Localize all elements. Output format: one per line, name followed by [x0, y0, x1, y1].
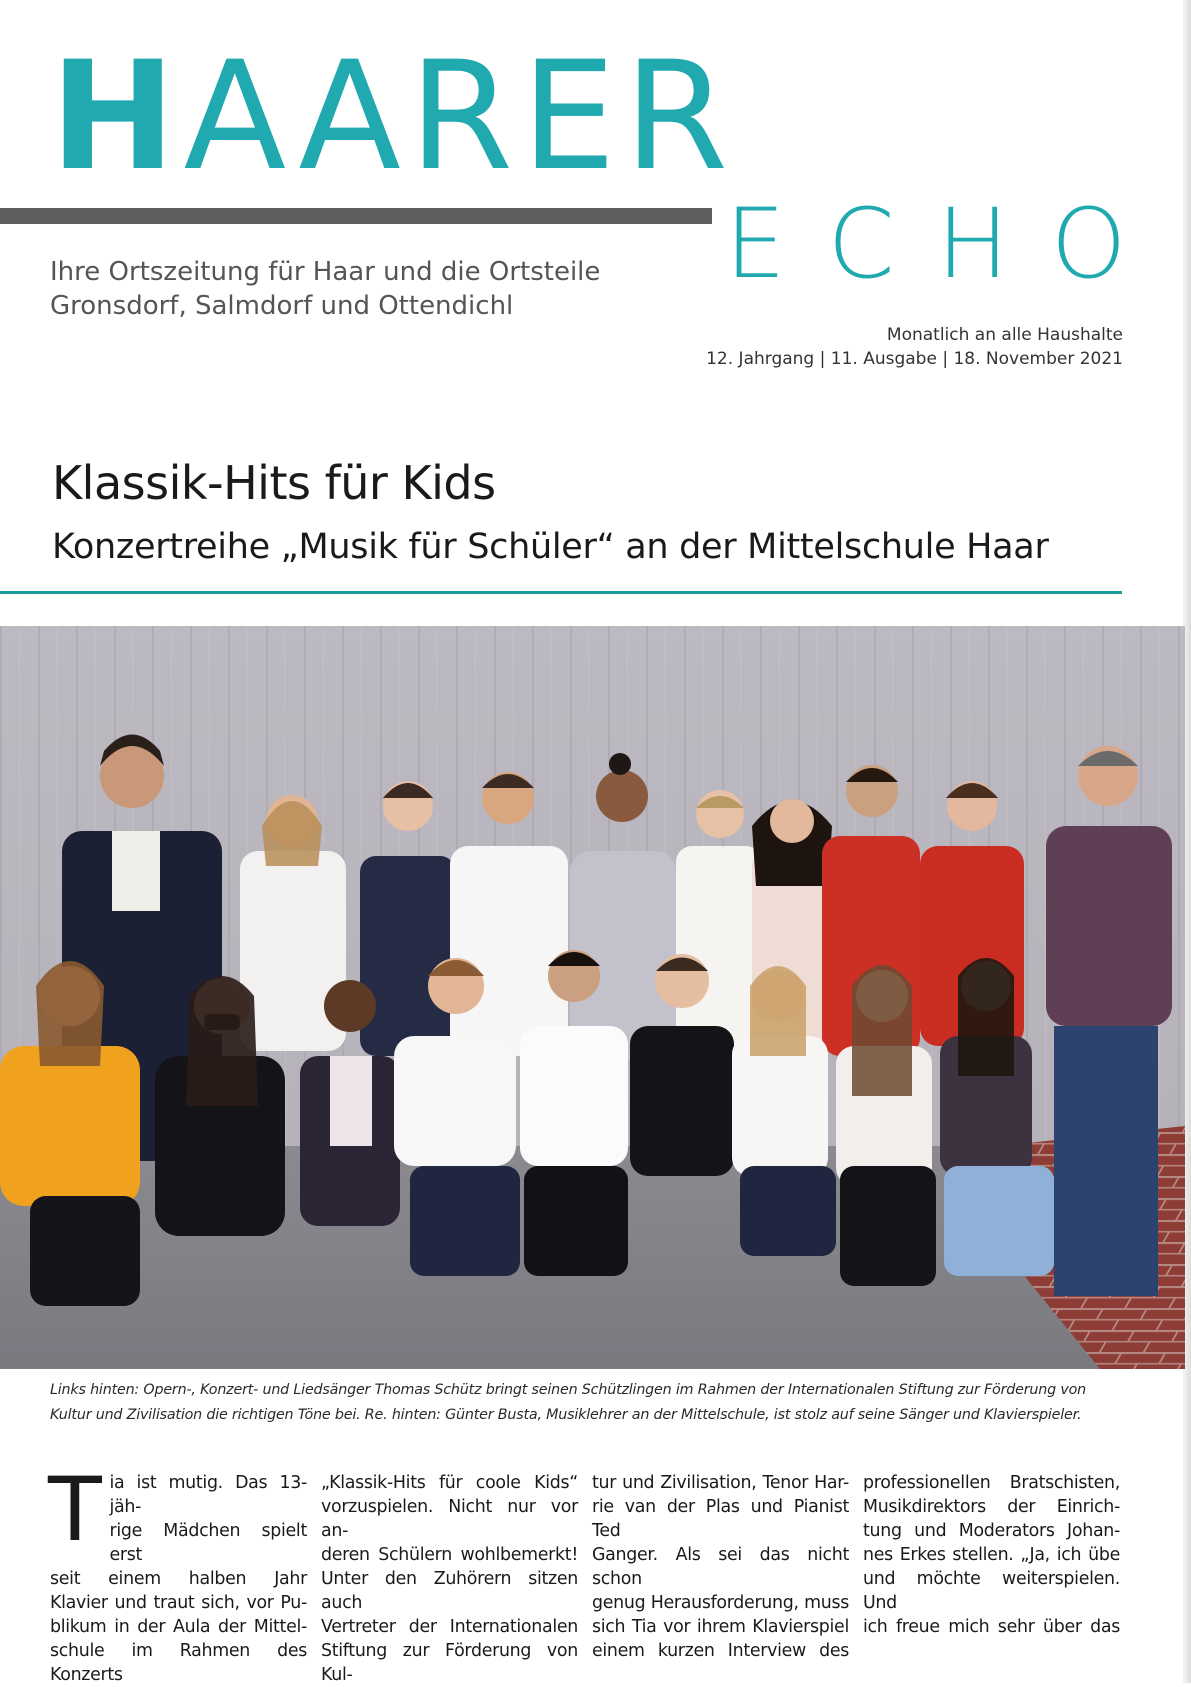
- body-line: blikum in der Aula der Mittel-: [50, 1617, 307, 1637]
- body-column-4: [863, 1471, 1120, 1687]
- body-line: einem kurzen Interview des: [592, 1641, 849, 1661]
- body-line: tung und Moderators Johan-: [863, 1521, 1120, 1541]
- body-line: vorzuspielen. Nicht nur vor an-: [321, 1497, 578, 1541]
- masthead-title-rest: AARER: [183, 30, 737, 204]
- body-column-1: [48, 1458, 307, 1687]
- masthead-title: [50, 30, 737, 204]
- tagline-line-2: Gronsdorf, Salmdorf und Ottendichl: [50, 291, 514, 321]
- body-line: und möchte weiterspielen. Und: [863, 1569, 1120, 1613]
- body-line: sich Tia vor ihrem Klavierspiel: [592, 1617, 849, 1637]
- body-line: ia ist mutig. Das 13-jäh-: [109, 1473, 307, 1517]
- body-line: seit einem halben Jahr: [50, 1569, 307, 1589]
- tagline: [50, 255, 600, 323]
- article-body: [48, 1458, 1120, 1685]
- body-line: Musikdirektors der Einrich-: [863, 1497, 1120, 1517]
- body-column-2: [321, 1471, 578, 1687]
- body-line: Vertreter der Internationalen: [321, 1617, 578, 1637]
- issue-info: [706, 323, 1123, 371]
- group-photo-image: [0, 626, 1185, 1369]
- caption-line-1: Links hinten: Opern-, Konzert- und Liedsänger Thomas Schütz bringt seinen Schützlingen im Rahmen der Internationalen Stiftung zur Förderung von: [50, 1382, 1087, 1398]
- drop-cap: T: [48, 1458, 102, 1561]
- issue-line: 12. Jahrgang | 11. Ausgabe | 18. November 2021: [706, 349, 1123, 369]
- body-line: Klavier und traut sich, vor Pu-: [50, 1593, 307, 1613]
- body-line: Unter den Zuhörern sitzen auch: [321, 1569, 578, 1613]
- article-headline: Klassik-Hits für Kids: [52, 456, 496, 510]
- body-line: deren Schülern wohlbemerkt!: [321, 1545, 578, 1565]
- body-line: tur und Zivilisation, Tenor Har-: [592, 1473, 849, 1493]
- article-photo: [0, 626, 1185, 1369]
- body-line: Ganger. Als sei das nicht schon: [592, 1545, 849, 1589]
- photo-caption: [50, 1378, 1150, 1428]
- article-subheadline: Konzertreihe „Musik für Schüler“ an der Mittelschule Haar: [52, 527, 1049, 567]
- body-line: Stiftung zur Förderung von Kul-: [321, 1641, 578, 1685]
- body-line: genug Herausforderung, muss: [592, 1593, 849, 1613]
- masthead-title-first-letter: H: [50, 30, 184, 204]
- body-line: rie van der Plas und Pianist Ted: [592, 1497, 849, 1541]
- body-line: „Klassik-Hits für coole Kids“: [321, 1473, 578, 1493]
- masthead-subtitle: ECHO: [725, 188, 1169, 300]
- body-line: schule im Rahmen des Konzerts: [50, 1641, 307, 1685]
- masthead-bar: [0, 208, 712, 224]
- body-line: ich freue mich sehr über das: [863, 1617, 1120, 1637]
- body-line: rige Mädchen spielt erst: [109, 1521, 307, 1565]
- tagline-line-1: Ihre Ortszeitung für Haar und die Ortsteile: [50, 257, 601, 287]
- caption-line-2: Kultur und Zivilisation die richtigen Töne bei. Re. hinten: Günter Busta, Musiklehrer an der Mittelschule, ist stolz auf seine Sänger und Klavierspieler.: [50, 1407, 1082, 1423]
- distribution-note: Monatlich an alle Haushalte: [886, 325, 1123, 345]
- headline-rule: [0, 591, 1122, 594]
- body-column-3: [592, 1471, 849, 1687]
- body-line: professionellen Bratschisten,: [863, 1473, 1120, 1493]
- body-line: nes Erkes stellen. „Ja, ich übe: [863, 1545, 1120, 1565]
